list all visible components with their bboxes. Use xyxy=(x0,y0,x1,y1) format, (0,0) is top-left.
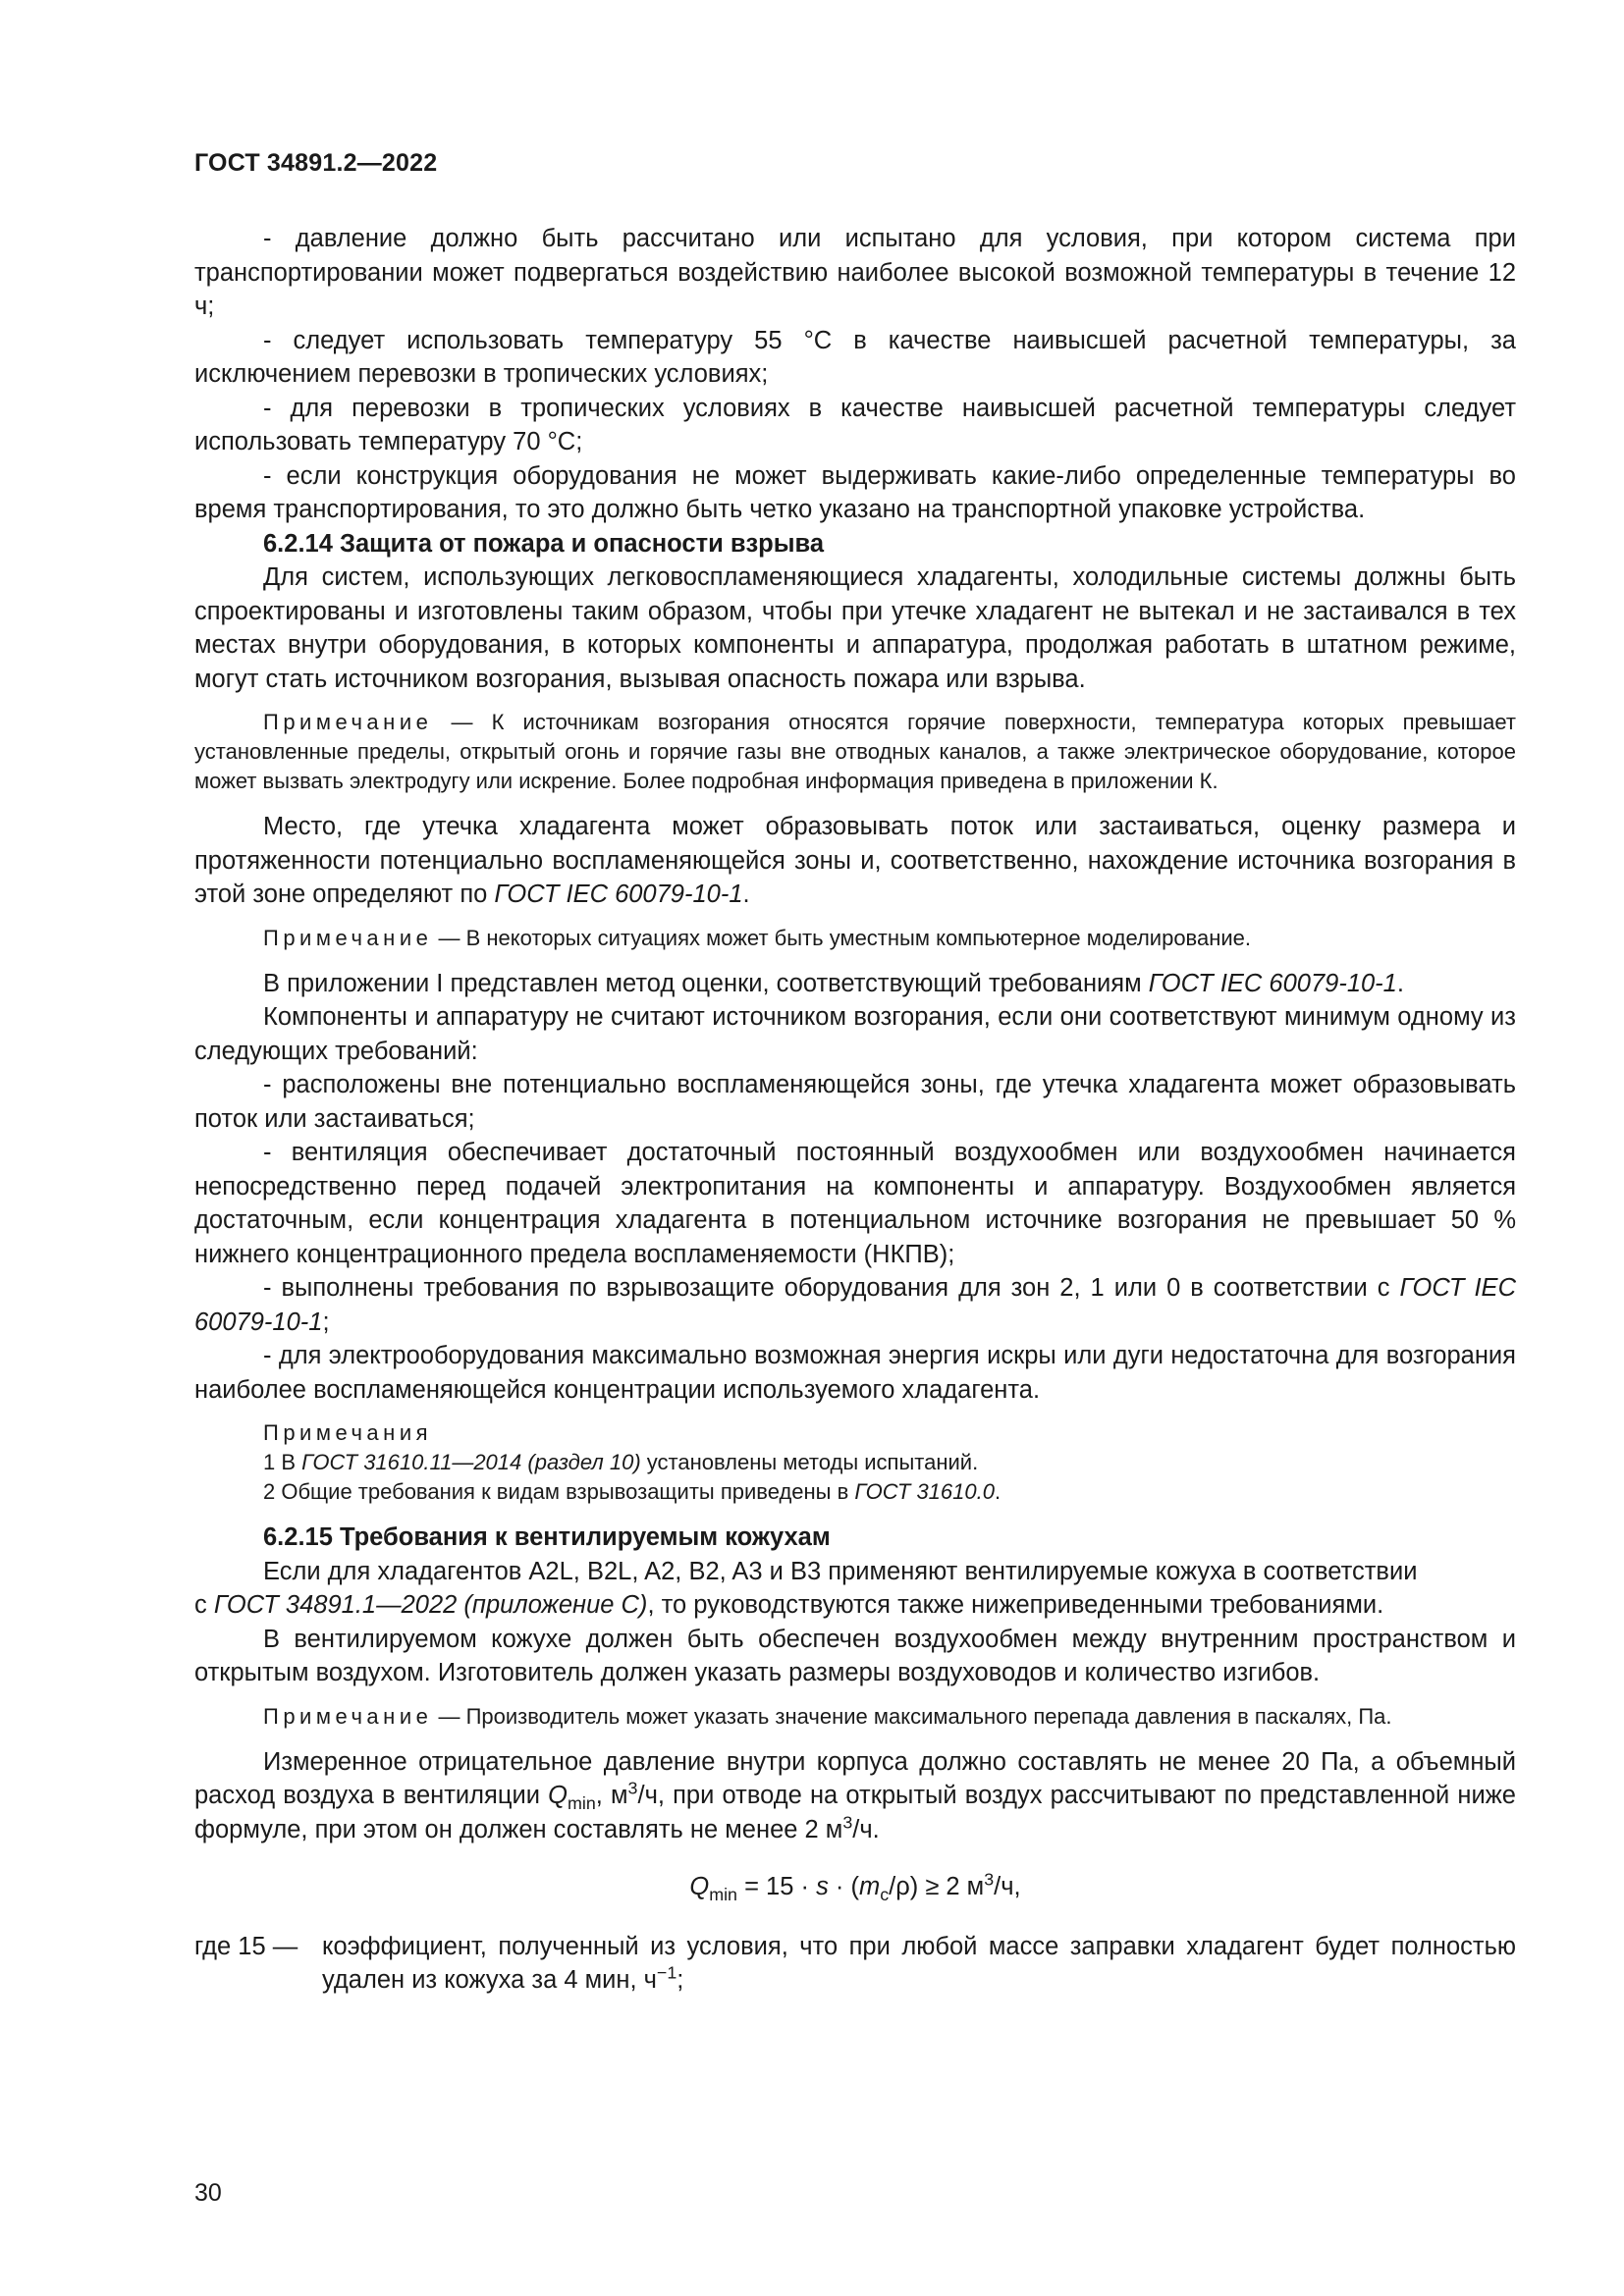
text: Измеренное отрицательное давление внутри корпуса должно составлять не менее 20 Па, а объемный расход воздуха в вентиляции xyxy=(194,1747,1516,1809)
subscript: c xyxy=(880,1885,890,1905)
legend-label: где 15 — xyxy=(194,1932,298,1960)
text: В приложении I представлен метод оценки, соответствующий требованиям xyxy=(263,969,1149,997)
note-text: — К источникам возгорания относятся горячие поверхности, температура которых превышает установленные пределы, открытый огонь и горячие газы вне отводных каналов, а также электрическое оборудование, которое может вызвать электродугу или искрение. Более подробная информация приведена в приложении К. xyxy=(194,710,1516,793)
paragraph xyxy=(194,1745,1516,1847)
text: Если для хладагентов A2L, B2L, A2, B2, A3 и B3 применяют вентилируемые кожуха в соответствии xyxy=(263,1557,1418,1585)
standard-reference: ГОСТ IEC 60079-10-1 xyxy=(1148,969,1397,997)
symbol-s: s xyxy=(816,1873,829,1900)
note-label: Примечание xyxy=(263,1703,433,1729)
standard-reference: ГОСТ 31610.11—2014 (раздел 10) xyxy=(301,1450,641,1474)
standard-reference: ГОСТ IEC 60079-10-1 xyxy=(194,1274,1516,1336)
note xyxy=(194,924,1516,953)
symbol-m: m xyxy=(858,1873,881,1900)
standard-reference: ГОСТ 34891.1—2022 (приложение С) xyxy=(213,1591,648,1619)
text: - выполнены требования по взрывозащите оборудования для зон 2, 1 или 0 в соответствии с xyxy=(263,1274,1400,1302)
text: /ч. xyxy=(852,1815,880,1843)
notes-block xyxy=(263,1418,1516,1507)
text: 2 Общие требования к видам взрывозащиты приведены в xyxy=(263,1479,855,1504)
superscript: 3 xyxy=(984,1869,995,1890)
superscript: 3 xyxy=(842,1812,853,1832)
note-line xyxy=(263,1477,1516,1507)
text: с xyxy=(194,1591,214,1619)
bullet-item: - вентиляция обеспечивает достаточный постоянный воздухообмен или воздухообмен начинается непосредственно перед подачей электропитания на компоненты и аппаратуру. Воздухообмен является достаточным, если концентрация хладагента в потенциальном источнике возгорания не превышает 50 % нижнего концентрационного предела воспламеняемости (НКПВ); xyxy=(194,1139,1516,1268)
formula-legend xyxy=(194,1930,1516,1998)
bullet-item: - расположены вне потенциально воспламеняющейся зоны, где утечка хладагента может образовывать поток или застаиваться; xyxy=(194,1071,1516,1133)
standard-reference: ГОСТ 31610.0 xyxy=(854,1479,995,1504)
paragraph: Компоненты и аппаратуру не считают источником возгорания, если они соответствуют минимум одному из следующих требований: xyxy=(194,1003,1516,1065)
bullet-item: - для электрооборудования максимально возможная энергия искры или дуги недостаточна для возгорания наиболее воспламеняющейся концентрации используемого хладагента. xyxy=(194,1342,1516,1404)
text: · ( xyxy=(828,1873,859,1900)
paragraph xyxy=(194,810,1516,912)
note-label: Примечание xyxy=(263,710,433,734)
text: /ρ) ≥ 2 м xyxy=(889,1873,985,1900)
formula xyxy=(194,1870,1516,1904)
symbol-q: Q xyxy=(689,1873,710,1900)
text: . xyxy=(1396,969,1404,997)
document-body xyxy=(194,222,1516,1998)
note-text: — Производитель может указать значение максимального перепада давления в паскалях, Па. xyxy=(432,1703,1392,1729)
document-header: ГОСТ 34891.2—2022 xyxy=(194,149,438,177)
superscript: 3 xyxy=(627,1778,638,1798)
text: /ч, xyxy=(994,1873,1021,1900)
paragraph xyxy=(194,967,1516,1001)
note xyxy=(194,708,1516,796)
section-heading-6-2-14: 6.2.14 Защита от пожара и опасности взрыва xyxy=(263,529,825,558)
symbol-q: Q xyxy=(548,1782,568,1809)
superscript: −1 xyxy=(656,1962,677,1983)
subscript: min xyxy=(709,1885,737,1905)
text: установлены методы испытаний. xyxy=(640,1450,979,1474)
text: , то руководствуются также нижеприведенными требованиями. xyxy=(647,1591,1384,1619)
text: Место, где утечка хладагента может образовывать поток или застаиваться, оценку размера и протяженности потенциально воспламеняющейся зоны и, соответственно, нахождение источника возгорания в этой зоне определяют по xyxy=(194,813,1516,908)
text: = 15 · xyxy=(736,1873,817,1900)
text: , м xyxy=(595,1782,628,1809)
paragraph xyxy=(194,1555,1516,1589)
text: коэффициент, полученный из условия, что при любой массе заправки хладагент будет полностью удален из кожуха за 4 мин, ч xyxy=(322,1932,1516,1994)
bullet-item: - давление должно быть рассчитано или испытано для условия, при котором система при транспортировании может подвергаться воздействию наиболее высокой возможной температуры в течение 12 ч; xyxy=(194,225,1516,320)
legend-text xyxy=(322,1930,1516,1998)
paragraph: Для систем, использующих легковоспламеняющиеся хладагенты, холодильные системы должны быть спроектированы и изготовлены таким образом, чтобы при утечке хладагент не вытекал и не застаивался в тех местах внутри оборудования, в которых компоненты и аппаратура, продолжая работать в штатном режиме, могут стать источником возгорания, вызывая опасность пожара или взрыва. xyxy=(194,563,1516,693)
text: . xyxy=(994,1479,1001,1504)
paragraph: В вентилируемом кожухе должен быть обеспечен воздухообмен между внутренним пространством и открытым воздухом. Изготовитель должен указать размеры воздуховодов и количество изгибов. xyxy=(194,1625,1516,1686)
subscript: min xyxy=(567,1793,596,1814)
section-heading-6-2-15: 6.2.15 Требования к вентилируемым кожухам xyxy=(263,1523,831,1551)
text: /ч, при отводе на открытый воздух рассчитывают по представленной ниже формуле, при этом он должен составлять не менее 2 м xyxy=(194,1782,1516,1843)
note xyxy=(194,1702,1516,1732)
standard-reference: ГОСТ IEC 60079-10-1 xyxy=(494,881,743,908)
text: ; xyxy=(677,1966,684,1994)
bullet-item: - для перевозки в тропических условиях в качестве наивысшей расчетной температуры следует использовать температуру 70 °С; xyxy=(194,394,1516,455)
note-label: Примечание xyxy=(263,925,433,950)
note-text: — В некоторых ситуациях может быть уместным компьютерное моделирование. xyxy=(432,925,1252,950)
bullet-item xyxy=(194,1271,1516,1339)
text: 1 В xyxy=(263,1450,302,1474)
paragraph-continuation xyxy=(194,1588,1516,1623)
bullet-item: - если конструкция оборудования не может выдерживать какие-либо определенные температуры во время транспортирования, то это должно быть четко указано на транспортной упаковке устройства. xyxy=(194,461,1516,523)
text: ; xyxy=(322,1308,330,1336)
notes-label: Примечания xyxy=(263,1420,433,1445)
bullet-item: - следует использовать температуру 55 °С в качестве наивысшей расчетной температуры, за исключением перевозки в тропических условиях; xyxy=(194,326,1516,388)
note-line xyxy=(263,1448,1516,1477)
page-number: 30 xyxy=(194,2179,222,2207)
text: . xyxy=(742,881,750,908)
